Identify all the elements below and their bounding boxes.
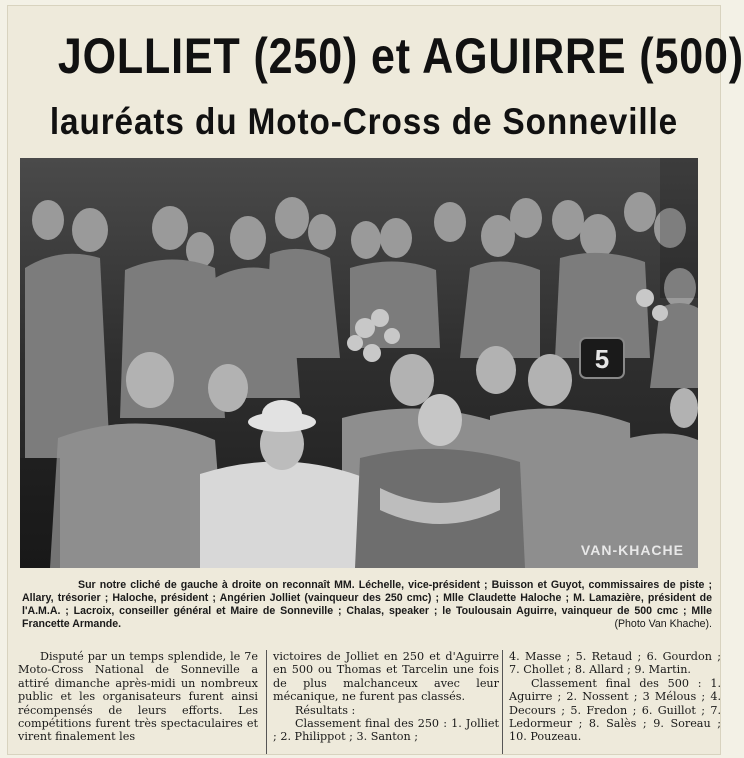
winner-500-class: (500) — [639, 28, 744, 84]
caption-text: Sur notre cliché de gauche à droite on reconnaît MM. Léchelle, vice-président ; Buisson et Guyot, commissaires de piste ; Allary, trésorier ; Haloche, président ; Angérien Jolliet (vainqueur des 250 cmc) ; Mlle Claudette Haloche ; M. Lamazière, président de l'A.M.A. ; Lacroix, conseiller général et Maire de Sonneville ; Chalas, speaker ; le Toulousain Aguirre, vainqueur de 500 cmc ; Mlle Francette Armande. — [22, 579, 712, 630]
photo-caption — [22, 579, 712, 631]
winner-250-class: (250) — [253, 28, 359, 84]
column-2-text: victoires de Jolliet en 250 et d'Aguirre en 500 ou Thomas et Tarcelin une fois de plus malchanceux avec leur mécanique, ne furent pas classés. — [273, 650, 499, 704]
results-250: Classement final des 250 : 1. Jolliet ; 2. Philippot ; 3. Santon ; — [273, 717, 499, 744]
photo-credit-watermark: VAN-KHACHE — [580, 542, 684, 558]
article-column-3 — [502, 650, 721, 754]
caption-photo-credit: (Photo Van Khache). — [614, 618, 712, 630]
results-250-continued: 4. Masse ; 5. Retaud ; 6. Gourdon ; 7. Chollet ; 8. Allard ; 9. Martin. — [509, 650, 721, 677]
headline-line-2: lauréats du Moto-Cross de Sonneville — [49, 101, 679, 142]
headline-et: et — [370, 28, 411, 84]
winner-250-name: JOLLIET — [57, 28, 241, 84]
bike-number-plate: 5 — [594, 344, 610, 374]
article-body — [18, 650, 721, 754]
group-photo — [20, 158, 698, 568]
group-photo-image — [20, 158, 698, 568]
winner-500-name: AGUIRRE — [422, 28, 627, 84]
headline-line-1 — [57, 28, 744, 84]
results-500: Classement final des 500 : 1. Aguirre ; 2. Nossent ; 3 Mélous ; 4. Decours ; 5. Fredon ; 6. Guillot ; 7. Ledormeur ; 8. Salès ; 9. Soreau ; 10. Pouzeau. — [509, 676, 721, 744]
article-column-2 — [266, 650, 499, 754]
results-heading: Résultats : — [295, 703, 356, 717]
newspaper-clipping — [8, 6, 744, 754]
column-1-text: Disputé par un temps splendide, le 7e Moto-Cross National de Sonneville a attiré dimanche après-midi un nombreux public et les organisateurs furent ainsi récompensés de leurs efforts. Les compétitions furent très spectaculaires et virent finalement les — [18, 650, 258, 744]
article-column-1 — [18, 650, 258, 754]
